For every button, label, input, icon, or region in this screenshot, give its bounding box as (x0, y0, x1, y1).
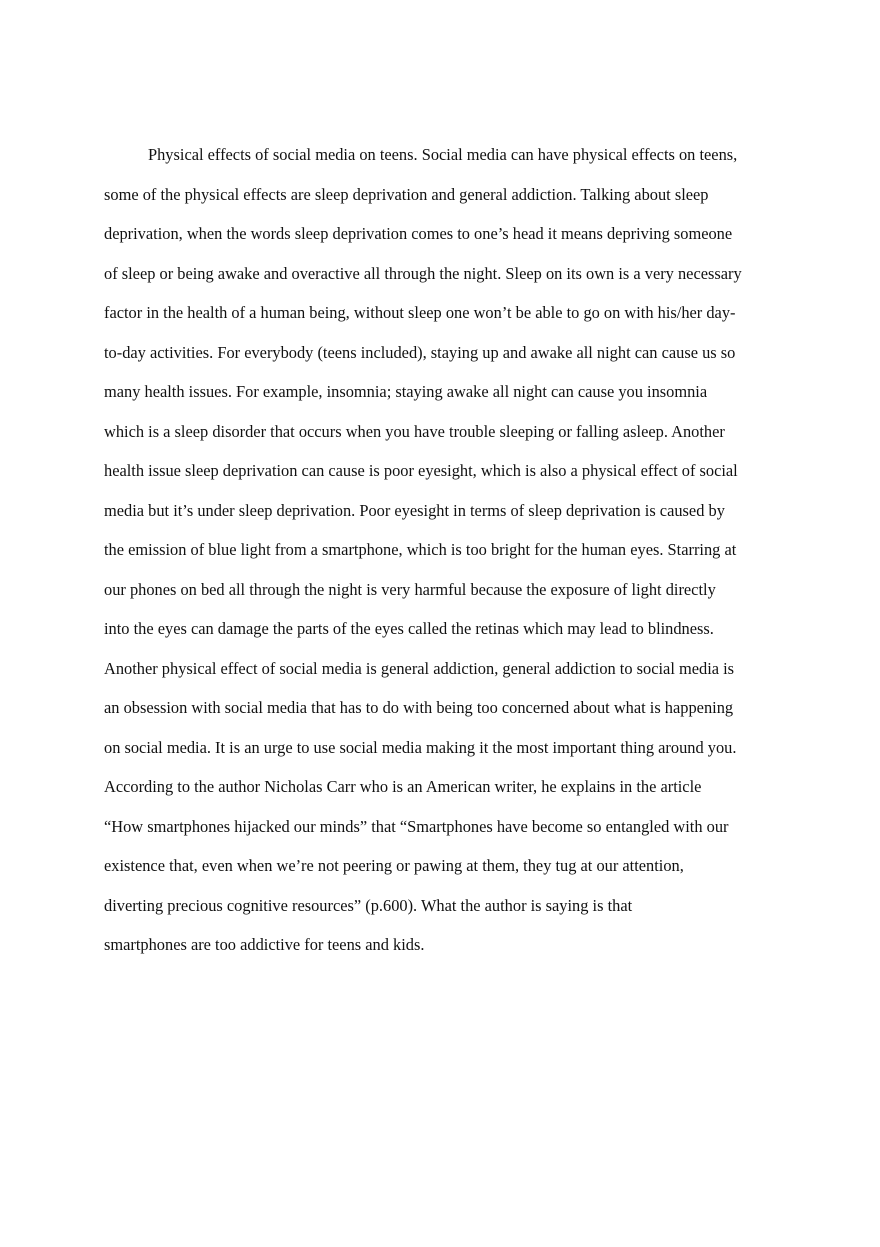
paragraph-line: some of the physical effects are sleep deprivation and general addiction. Talking about sleep (104, 184, 709, 204)
paragraph-line: “How smartphones hijacked our minds” that “Smartphones have become so entangled with our (104, 816, 729, 836)
paragraph-line: of sleep or being awake and overactive all through the night. Sleep on its own is a very necessary (104, 263, 742, 283)
paragraph-line: our phones on bed all through the night is very harmful because the exposure of light directly (104, 579, 716, 599)
paragraph-line: many health issues. For example, insomnia; staying awake all night can cause you insomnia (104, 382, 708, 401)
paragraph-line: on social media. It is an urge to use social media making it the most important thing around you. (104, 737, 737, 757)
paragraph-line: into the eyes can damage the parts of the eyes called the retinas which may lead to blindness. (104, 619, 714, 638)
paragraph-line: factor in the health of a human being, without sleep one won’t be able to go on with his/her day- (104, 303, 736, 322)
paragraph-line: the emission of blue light from a smartphone, which is too bright for the human eyes. Starring at (104, 540, 737, 559)
paragraph-line: an obsession with social media that has to do with being too concerned about what is happening (104, 698, 734, 717)
paragraph-line: Another physical effect of social media is general addiction, general addiction to social media is (104, 658, 735, 678)
paragraph-line: health issue sleep deprivation can cause is poor eyesight, which is also a physical effect of social (104, 461, 738, 480)
body-paragraph (104, 137, 794, 967)
paragraph-line: According to the author Nicholas Carr who is an American writer, he explains in the article (104, 777, 702, 796)
paragraph-line: Physical effects of social media on teens. Social media can have physical effects on teens, (148, 145, 738, 164)
paragraph-line: deprivation, when the words sleep deprivation comes to one’s head it means depriving someone (104, 224, 733, 243)
paragraph-line: to-day activities. For everybody (teens included), staying up and awake all night can cause us so (104, 342, 736, 362)
paragraph-line: which is a sleep disorder that occurs when you have trouble sleeping or falling asleep. Another (104, 421, 725, 441)
paragraph-line: media but it’s under sleep deprivation. Poor eyesight in terms of sleep deprivation is caused by (104, 500, 725, 520)
paragraph-line: diverting precious cognitive resources” (p.600). What the author is saying is that (104, 895, 633, 915)
paragraph-line: existence that, even when we’re not peering or pawing at them, they tug at our attention, (104, 856, 684, 875)
paragraph-line: smartphones are too addictive for teens and kids. (104, 935, 425, 954)
